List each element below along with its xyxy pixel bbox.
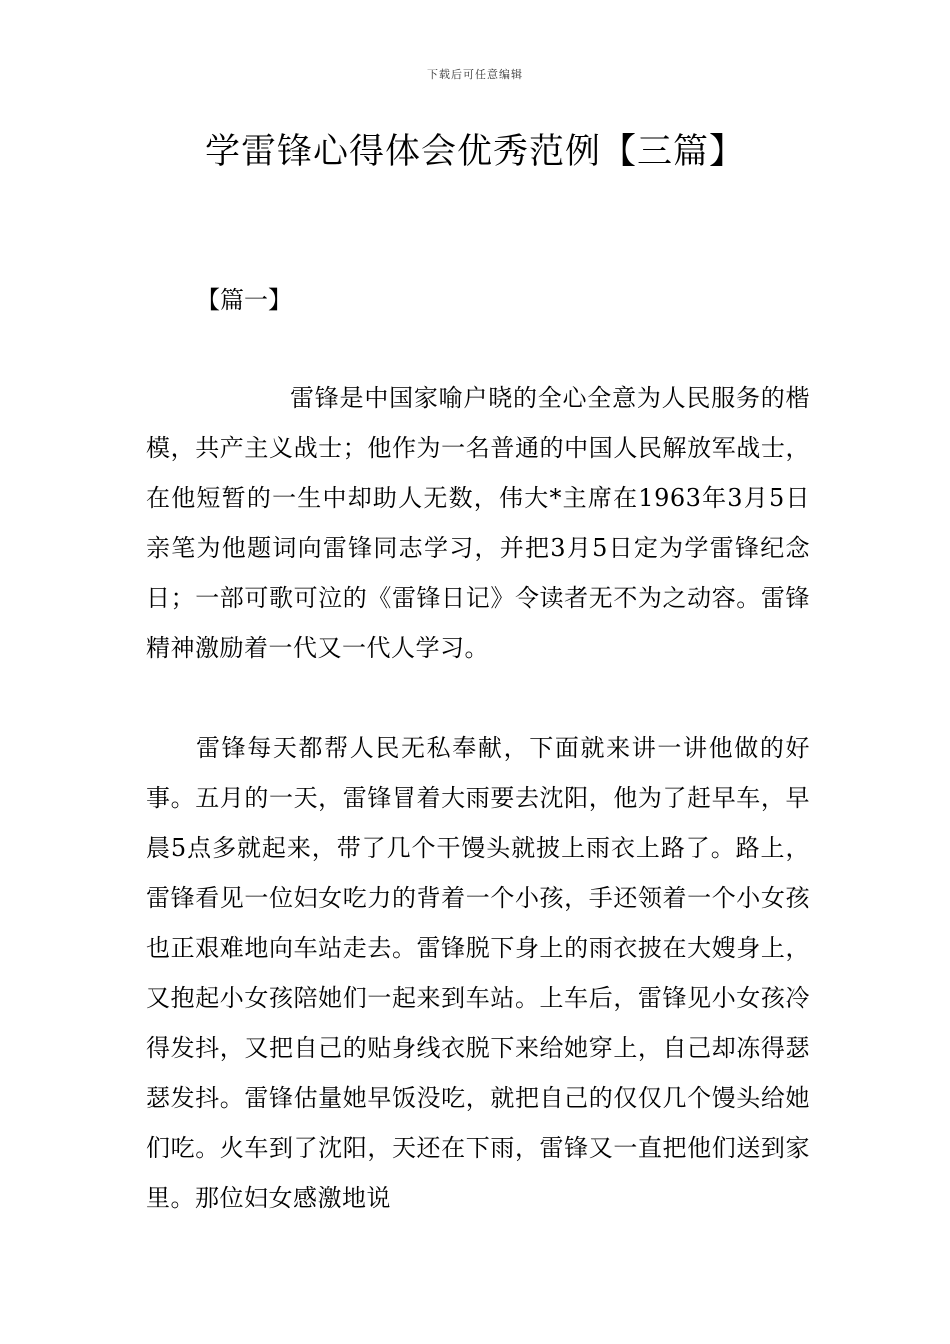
paragraph-2: 雷锋每天都帮人民无私奉献，下面就来讲一讲他做的好事。五月的一天，雷锋冒着大雨要去沈阳，他为了赶早车，早晨5点多就起来，带了几个干馒头就披上雨衣上路了。路上，雷锋看见一位妇女吃力的背着一个小孩，手还领着一个小女孩也正艰难地向车站走去。雷锋脱下身上的雨衣披在大嫂身上，又抱起小女孩陪她们一起来到车站。上车后，雷锋见小女孩冷得发抖，又把自己的贴身线衣脱下来给她穿上，自己却冻得瑟瑟发抖。雷锋估量她早饭没吃，就把自己的仅仅几个馒头给她们吃。火车到了沈阳，天还在下雨，雷锋又一直把他们送到家里。那位妇女感激地说 (146, 734, 810, 1212)
document-title: 学雷锋心得体会优秀范例【三篇】 (204, 132, 745, 172)
section-heading: 【篇一】 (196, 286, 292, 314)
paragraph-1: 雷锋是中国家喻户晓的全心全意为人民服务的楷模，共产主义战士；他作为一名普通的中国人民解放军战士，在他短暂的一生中却助人无数，伟大*主席在1963年3月5日亲笔为他题词向雷锋同志学习，并把3月5日定为学雷锋纪念日；一部可歌可泣的《雷锋日记》令读者无不为之动容。雷锋精神激励着一代又一代人学习。 (146, 384, 810, 662)
header-note: 下载后可任意编辑 (427, 68, 523, 81)
